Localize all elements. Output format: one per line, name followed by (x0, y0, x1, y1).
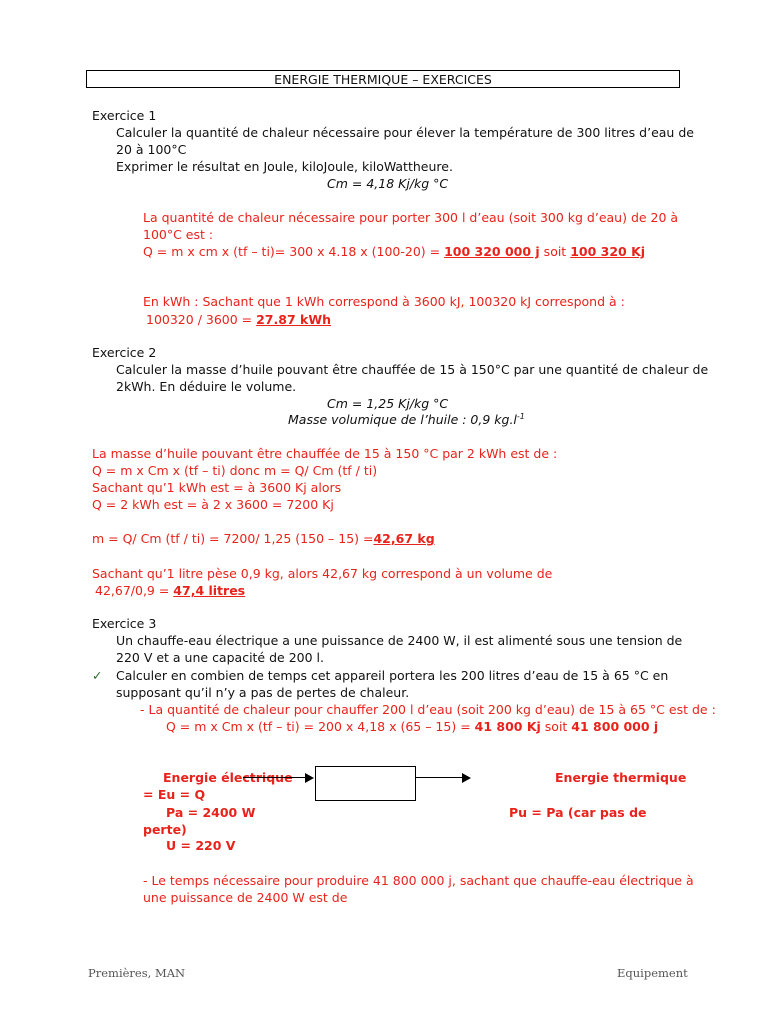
ex1-result-kwh: 27.87 kWh (256, 312, 331, 327)
ex1-line3: Exprimer le résultat en Joule, kiloJoule, kiloWattheure. (116, 159, 453, 174)
ex2-answer-line2: Q = m x Cm x (tf – ti) donc m = Q/ Cm (tf / ti) (92, 463, 378, 478)
ex2-masse-volumique (288, 412, 525, 427)
ex1-answer-line1: La quantité de chaleur nécessaire pour porter 300 l d’eau (soit 300 kg d’eau) de 20 à (143, 210, 679, 225)
ex1-heading: Exercice 1 (92, 108, 157, 123)
ex1-answer-line2: 100°C est : (143, 227, 214, 242)
ex3-heading: Exercice 3 (92, 616, 157, 631)
ex3-answer-line2 (166, 719, 658, 734)
checkmark-icon: ✓ (92, 668, 103, 683)
ex2-heading: Exercice 2 (92, 345, 157, 360)
ex2-answer-line3: Sachant qu’1 kWh est = à 3600 Kj alors (92, 480, 342, 495)
arrow-right-icon (462, 773, 471, 783)
ex3-line3: Calculer en combien de temps cet appareil portera les 200 litres d’eau de 15 à 65 °C en (116, 668, 669, 683)
document-title: ENERGIE THERMIQUE – EXERCICES (274, 72, 492, 87)
diagram-label-thermique: Energie thermique (555, 770, 687, 785)
ex2-cm: Cm = 1,25 Kj/kg °C (327, 396, 449, 411)
ex1-kwh-line1: En kWh : Sachant que 1 kWh correspond à 3600 kJ, 100320 kJ correspond à : (143, 294, 625, 309)
title-box (86, 70, 680, 88)
ex3-line4: supposant qu’il n’y a pas de pertes de chaleur. (116, 685, 410, 700)
ex3-line2: 220 V et a une capacité de 200 l. (116, 650, 324, 665)
diagram-pu: Pu = Pa (car pas de (509, 805, 647, 820)
ex2-volume-formula: 42,67/0,9 = (95, 583, 174, 598)
arrow-right-icon (305, 773, 314, 783)
ex2-result-volume: 47,4 litres (173, 583, 246, 598)
ex2-result-mass: 42,67 kg (373, 531, 435, 546)
ex3-time-line2: une puissance de 2400 W est de (143, 890, 348, 905)
ex3-result-kj: 41 800 Kj (474, 719, 541, 734)
ex2-answer-line5 (92, 531, 435, 546)
ex2-answer-line1: La masse d’huile pouvant être chauffée de 15 à 150 °C par 2 kWh est de : (92, 446, 558, 461)
ex2-answer-line4: Q = 2 kWh est = à 2 x 3600 = 7200 Kj (92, 497, 334, 512)
ex1-result-joule: 100 320 000 j (444, 244, 540, 259)
ex2-answer-line7 (95, 583, 245, 598)
arrow-in-line (243, 777, 305, 778)
ex1-formula: Q = m x cm x (tf – ti)= 300 x 4.18 x (100-20) = (143, 244, 445, 259)
ex2-answer-line6: Sachant qu’1 litre pèse 0,9 kg, alors 42,67 kg correspond à un volume de (92, 566, 553, 581)
diagram-label-electrique: Energie électrique (163, 770, 293, 785)
ex3-soit: soit (540, 719, 572, 734)
ex3-time-line1: - Le temps nécessaire pour produire 41 800 000 j, sachant que chauffe-eau électrique à (143, 873, 694, 888)
footer-right: Equipement (617, 966, 688, 980)
arrow-out-line (416, 777, 462, 778)
ex2-mass-formula: m = Q/ Cm (tf / ti) = 7200/ 1,25 (150 – 15) = (92, 531, 374, 546)
footer-left: Premières, MAN (88, 966, 186, 980)
ex2-line2: 2kWh. En déduire le volume. (116, 379, 297, 394)
diagram-perte: perte) (143, 822, 187, 837)
ex3-result-joule: 41 800 000 j (571, 719, 659, 734)
ex1-line2: 20 à 100°C (116, 142, 187, 157)
ex1-soit: soit (539, 244, 571, 259)
ex1-kwh-formula: 100320 / 3600 = (146, 312, 257, 327)
ex1-answer-line3 (143, 244, 645, 259)
ex1-kwh-line2 (146, 312, 331, 327)
diagram-eu: = Eu = Q (143, 787, 206, 802)
ex3-formula: Q = m x Cm x (tf – ti) = 200 x 4,18 x (65 – 15) = (166, 719, 475, 734)
ex1-cm: Cm = 4,18 Kj/kg °C (327, 176, 449, 191)
ex2-mv-text: Masse volumique de l’huile : 0,9 kg.l (288, 412, 517, 428)
diagram-u: U = 220 V (166, 838, 236, 853)
converter-box (315, 766, 416, 801)
ex2-mv-exponent: -1 (516, 412, 525, 421)
ex1-line1: Calculer la quantité de chaleur nécessaire pour élever la température de 300 litres d’eau de (116, 125, 694, 140)
ex3-answer-line1: - La quantité de chaleur pour chauffer 200 l d’eau (soit 200 kg d’eau) de 15 à 65 °C est de : (140, 702, 716, 717)
ex1-result-kj: 100 320 Kj (570, 244, 646, 259)
ex2-line1: Calculer la masse d’huile pouvant être chauffée de 15 à 150°C par une quantité de chaleur de (116, 362, 709, 377)
diagram-pa: Pa = 2400 W (166, 805, 256, 820)
ex3-line1: Un chauffe-eau électrique a une puissance de 2400 W, il est alimenté sous une tension de (116, 633, 683, 648)
